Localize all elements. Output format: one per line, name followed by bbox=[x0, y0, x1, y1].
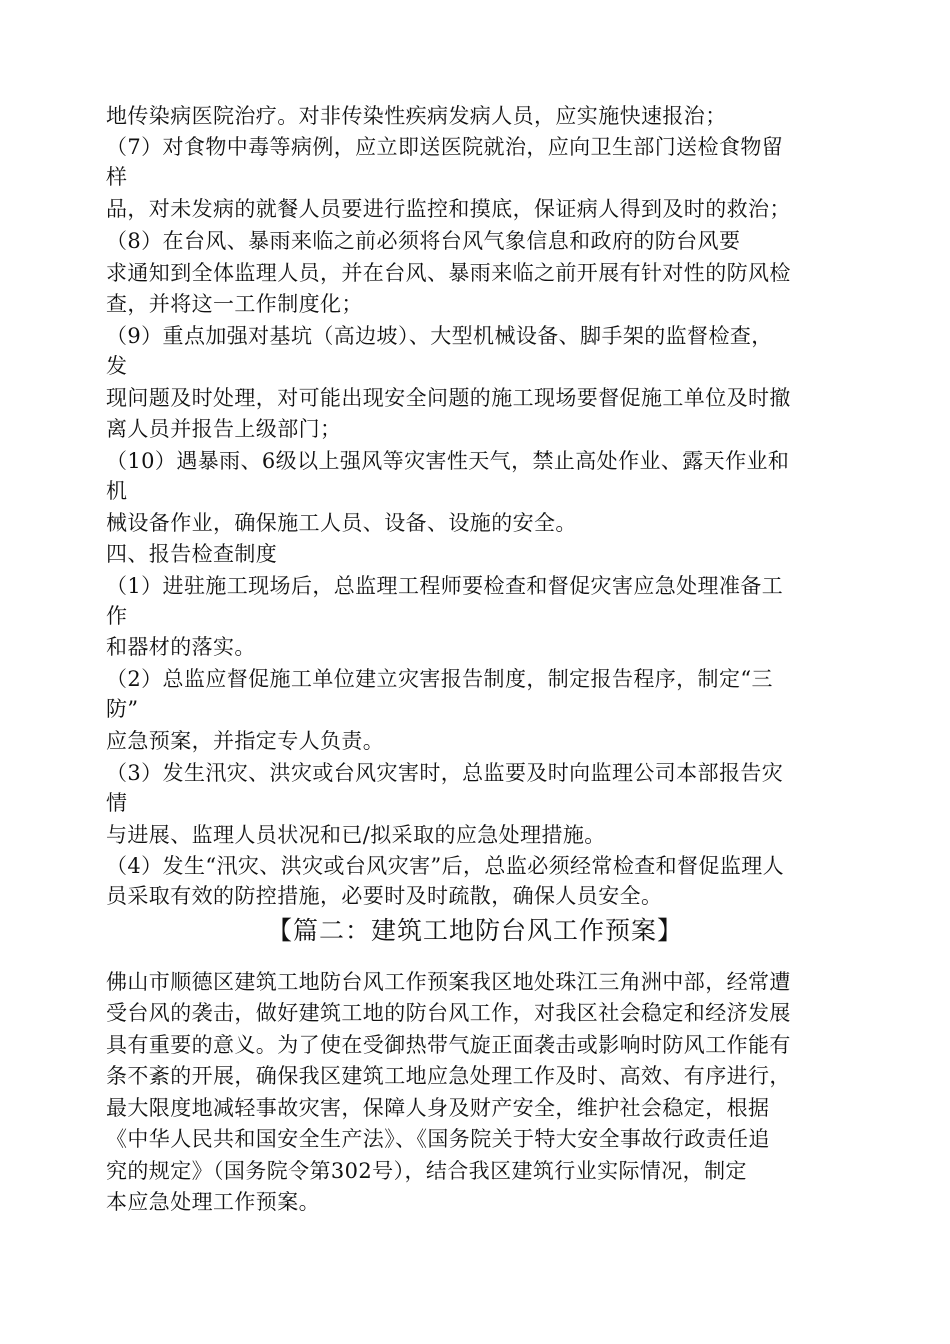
text-line: （9）重点加强对基坑（高边坡）、大型机械设备、脚手架的监督检查， bbox=[106, 324, 773, 348]
text-line: 和器材的落实。 bbox=[106, 635, 256, 659]
text-line: 查，并将这一工作制度化； bbox=[106, 292, 363, 316]
text-line: 受台风的袭击，做好建筑工地的防台风工作，对我区社会稳定和经济发展 bbox=[106, 1001, 791, 1025]
text-line: （2）总监应督促施工单位建立灾害报告制度，制定报告程序，制定“三 bbox=[106, 667, 773, 691]
text-line: 应急预案，并指定专人负责。 bbox=[106, 729, 385, 753]
text-line: 机 bbox=[106, 479, 128, 503]
text-line: 具有重要的意义。为了使在受御热带气旋正面袭击或影响时防风工作能有 bbox=[106, 1033, 791, 1057]
text-line: （4）发生“汛灾、洪灾或台风灾害”后，总监必须经常检查和督促监理人 bbox=[106, 854, 785, 878]
text-line: 防” bbox=[106, 697, 139, 721]
text-line: 作 bbox=[106, 604, 128, 628]
chapter-title: 【篇二：建筑工地防台风工作预案】 bbox=[266, 916, 683, 945]
text-line: 究的规定》（国务院令第302号），结合我区建筑行业实际情况，制定 bbox=[106, 1159, 747, 1183]
text-line: （10）遇暴雨、6级以上强风等灾害性天气，禁止高处作业、露天作业和 bbox=[106, 449, 790, 473]
text-line: 《中华人民共和国安全生产法》、《国务院关于特大安全事故行政责任追 bbox=[106, 1127, 770, 1151]
text-line: 求通知到全体监理人员，并在台风、暴雨来临之前开展有针对性的防风检 bbox=[106, 261, 791, 285]
text-line: 最大限度地减轻事故灾害，保障人身及财产安全，维护社会稳定，根据 bbox=[106, 1096, 770, 1120]
text-line: 样 bbox=[106, 165, 128, 189]
text-line: （3）发生汛灾、洪灾或台风灾害时，总监要及时向监理公司本部报告灾 bbox=[106, 761, 784, 785]
section-heading: 四、报告检查制度 bbox=[106, 542, 278, 566]
text-line: 情 bbox=[106, 791, 128, 815]
text-line: （8）在台风、暴雨来临之前必须将台风气象信息和政府的防台风要 bbox=[106, 229, 741, 253]
text-line: 品，对未发病的就餐人员要进行监控和摸底，保证病人得到及时的救治； bbox=[106, 197, 791, 221]
text-line: 佛山市顺德区建筑工地防台风工作预案我区地处珠江三角洲中部，经常遭 bbox=[106, 970, 791, 994]
text-line: 条不紊的开展，确保我区建筑工地应急处理工作及时、高效、有序进行， bbox=[106, 1064, 791, 1088]
text-line: 员采取有效的防控措施，必要时及时疏散，确保人员安全。 bbox=[106, 884, 663, 908]
text-line: 现问题及时处理，对可能出现安全问题的施工现场要督促施工单位及时撤 bbox=[106, 386, 791, 410]
text-line: 发 bbox=[106, 354, 128, 378]
text-line: 与进展、监理人员状况和已/拟采取的应急处理措施。 bbox=[106, 823, 606, 847]
text-line: （7）对食物中毒等病例，应立即送医院就治，应向卫生部门送检食物留 bbox=[106, 135, 784, 159]
text-line: 离人员并报告上级部门； bbox=[106, 417, 342, 441]
text-line: （1）进驻施工现场后，总监理工程师要检查和督促灾害应急处理准备工 bbox=[106, 574, 784, 598]
text-line: 械设备作业，确保施工人员、设备、设施的安全。 bbox=[106, 511, 577, 535]
text-line: 本应急处理工作预案。 bbox=[106, 1190, 320, 1214]
text-line: 地传染病医院治疗。对非传染性疾病发病人员，应实施快速报治； bbox=[106, 104, 727, 128]
